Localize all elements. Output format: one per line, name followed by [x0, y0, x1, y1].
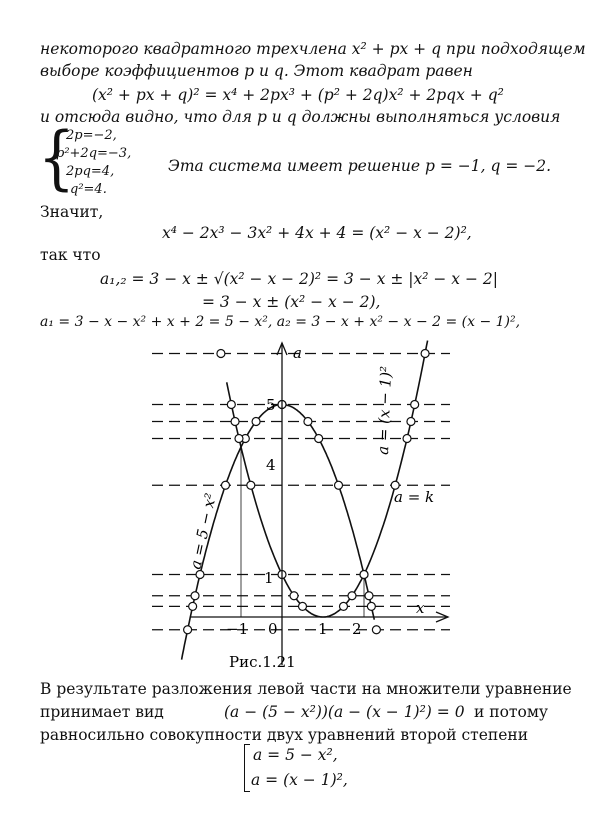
system-eq-3: 2pq=4,	[66, 164, 115, 179]
intersection-point	[217, 350, 225, 358]
tick-m1: −1	[226, 620, 249, 638]
tick-x2: 2	[352, 620, 362, 638]
intersection-point	[184, 626, 192, 634]
intersection-point	[252, 418, 260, 426]
system-eq-2: p²+2q=−3,	[56, 146, 132, 161]
text-line-11: В результате разложения левой части на множители уравнение	[40, 680, 572, 698]
system-eq-1: 2p=−2,	[66, 128, 117, 143]
system-eq-4: q²=4.	[70, 182, 107, 197]
equation-square: (x² + px + q)² = x⁴ + 2px³ + (p² + 2q)x² + 2pqx + q²	[92, 86, 504, 104]
intersection-point	[189, 602, 197, 610]
parabola-x-minus-1-squared	[227, 341, 428, 617]
intersection-point	[335, 481, 343, 489]
intersection-point	[191, 592, 199, 600]
intersection-point	[231, 418, 239, 426]
equation-roots: a₁,₂ = 3 − x ± √(x² − x − 2)² = 3 − x ± |x² − x − 2|	[100, 270, 498, 288]
text-line-2: выборе коэффициентов p и q. Этот квадрат равен	[40, 62, 473, 80]
intersection-point	[304, 418, 312, 426]
equation-product: (a − (5 − x²))(a − (x − 1)²) = 0	[224, 703, 465, 721]
intersection-point	[247, 481, 255, 489]
system-brace: {	[38, 116, 75, 198]
label-parabola-1: a = 5 − x²	[186, 491, 220, 571]
figure-caption: Рис.1.21	[229, 653, 296, 671]
tick-5: 5	[266, 396, 276, 414]
tick-1: 1	[264, 569, 274, 587]
text-line-13: равносильно совокупности двух уравнений второй степени	[40, 726, 529, 744]
text-line-5: Значит,	[40, 203, 104, 221]
intersection-point	[421, 350, 429, 358]
label-parabola-2: a = (x − 1)²	[374, 365, 396, 456]
label-k: a = k	[394, 488, 435, 506]
union-bracket	[244, 744, 250, 792]
intersection-point	[365, 592, 373, 600]
intersection-point	[411, 401, 419, 409]
intersection-point	[340, 602, 348, 610]
equation-factor: x⁴ − 2x³ − 3x² + 4x + 4 = (x² − x − 2)²,	[162, 224, 472, 242]
union-eq-2: a = (x − 1)²,	[251, 771, 348, 789]
intersection-point	[403, 435, 411, 443]
tick-x1: 1	[318, 620, 328, 638]
text-line-1: некоторого квадратного трехчлена x² + px + q при подходящем	[40, 40, 586, 58]
intersection-point	[235, 435, 243, 443]
tick-4: 4	[266, 456, 276, 474]
intersection-point	[221, 481, 229, 489]
text-line-4: и отсюда видно, что для p и q должны выполняться условия	[40, 108, 561, 126]
intersection-point	[348, 592, 356, 600]
union-eq-1: a = 5 − x²,	[253, 746, 338, 764]
intersection-point	[299, 602, 307, 610]
axis-a-label: a	[293, 344, 302, 362]
intersection-point	[290, 592, 298, 600]
intersection-point	[360, 571, 368, 579]
equation-a1-a2: a₁ = 3 − x − x² + x + 2 = 5 − x², a₂ = 3 − x + x² − x − 2 = (x − 1)²,	[40, 314, 521, 330]
equation-roots-2: = 3 − x ± (x² − x − 2),	[202, 293, 381, 311]
intersection-point	[227, 401, 235, 409]
text-line-12c: и потому	[474, 703, 549, 721]
axis-x-label: x	[416, 599, 425, 617]
system-solution: Эта система имеет решение p = −1, q = −2.	[168, 157, 552, 175]
text-line-12a: принимает вид	[40, 703, 164, 721]
tick-0: 0	[268, 620, 278, 638]
text-line-7: так что	[40, 246, 101, 264]
intersection-point	[407, 418, 415, 426]
intersection-point	[372, 626, 380, 634]
intersection-point	[367, 602, 375, 610]
intersection-point	[315, 435, 323, 443]
intersection-point	[196, 571, 204, 579]
